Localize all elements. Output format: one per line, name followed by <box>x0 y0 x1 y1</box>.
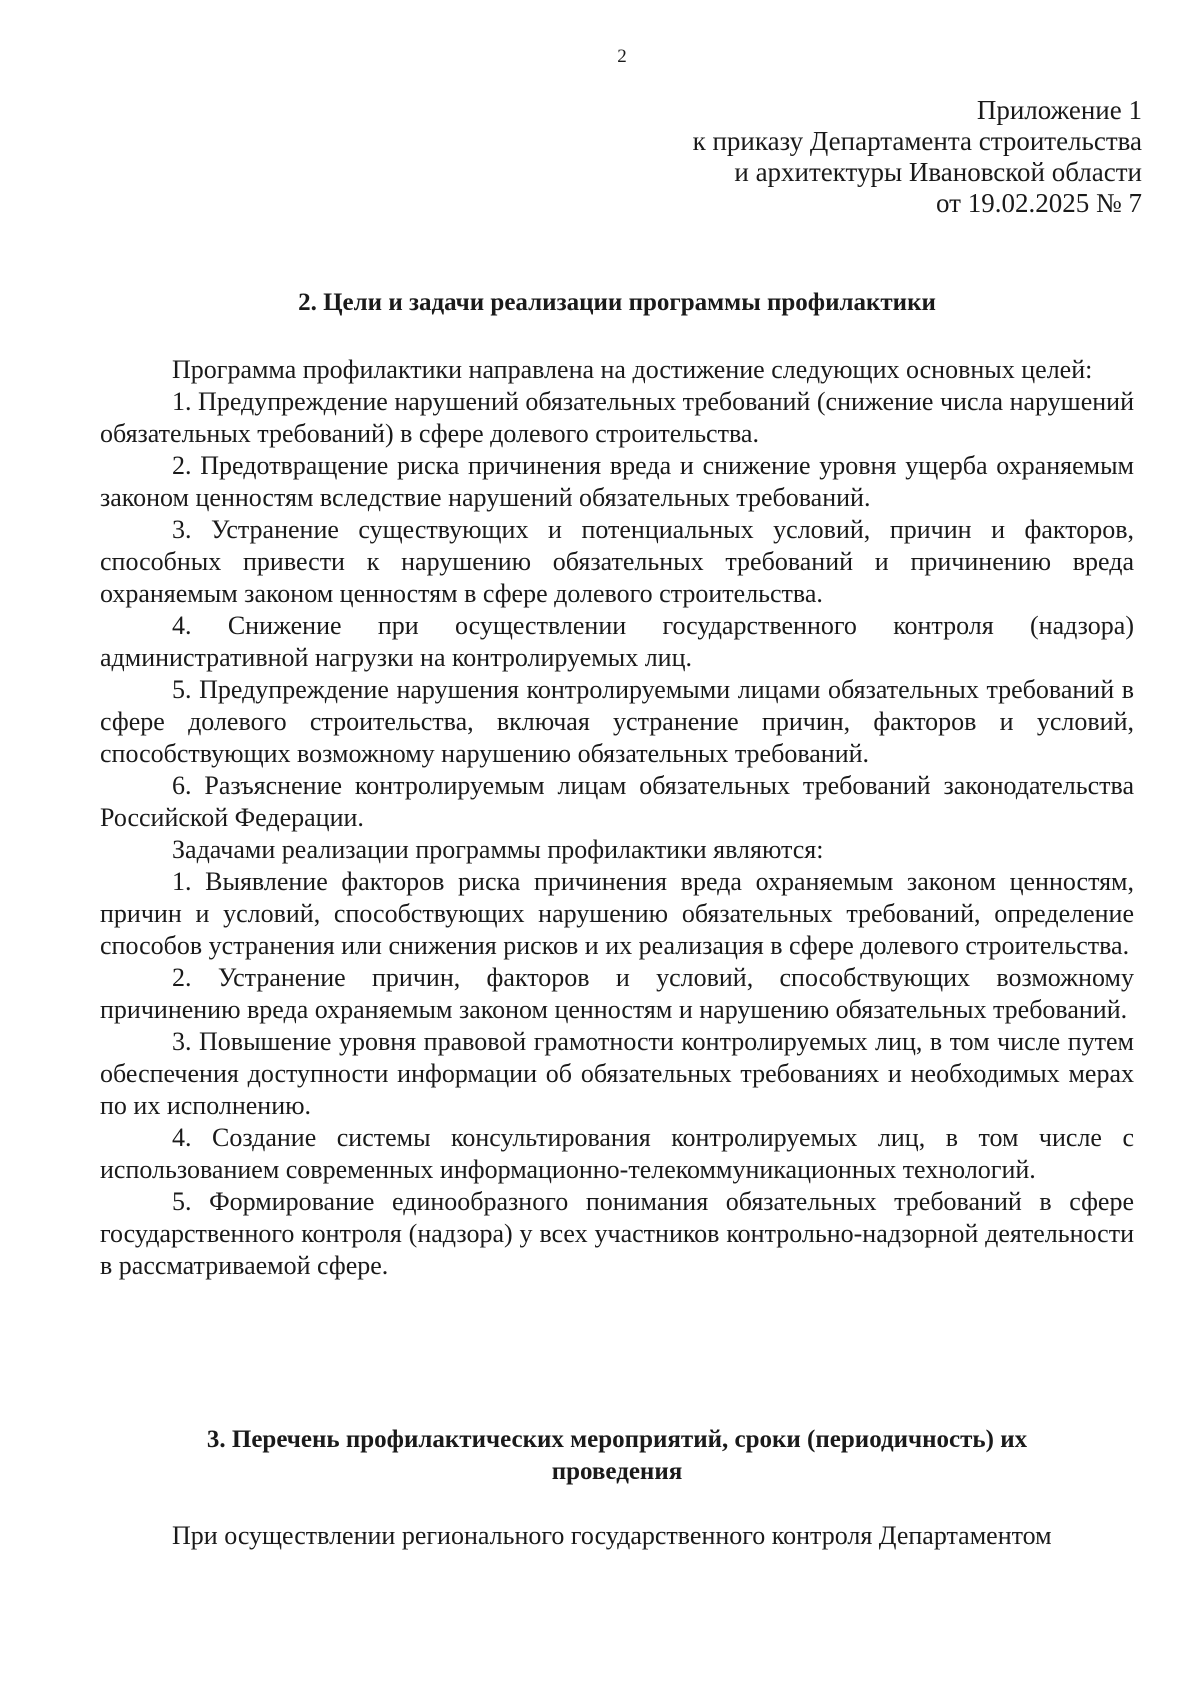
paragraph-goal-3: 3. Устранение существующих и потенциальных условий, причин и факторов, способных привести к нарушению обязательных требований и причинению вреда охраняемым законом ценностям в сфере долевого строительства. <box>100 515 1134 608</box>
paragraph-task-4: 4. Создание системы консультирования контролируемых лиц, в том числе с использованием современных информационно-телекоммуникационных технологий. <box>100 1123 1134 1184</box>
paragraph-goal-6: 6. Разъяснение контролируемым лицам обязательных требований законодательства Российской Федерации. <box>100 771 1134 832</box>
page-number: 2 <box>617 46 627 67</box>
section-3-heading <box>100 1424 1134 1488</box>
paragraph-goals-intro: Программа профилактики направлена на достижение следующих основных целей: <box>172 355 1093 384</box>
appendix-line-4: от 19.02.2025 № 7 <box>936 188 1142 218</box>
section-3-heading-line-2: проведения <box>551 1458 683 1485</box>
appendix-line-2: к приказу Департамента строительства <box>692 126 1142 156</box>
appendix-header <box>693 95 1142 219</box>
appendix-line-3: и архитектуры Ивановской области <box>734 157 1142 187</box>
paragraph-goal-4: 4. Снижение при осуществлении государственного контроля (надзора) административной нагрузки на контролируемых лиц. <box>100 611 1134 672</box>
paragraph-task-2: 2. Устранение причин, факторов и условий, способствующих возможному причинению вреда охраняемым законом ценностям и нарушению обязательных требований. <box>100 963 1134 1024</box>
section-2-heading: 2. Цели и задачи реализации программы профилактики <box>298 289 936 316</box>
paragraph-task-5: 5. Формирование единообразного понимания обязательных требований в сфере государственного контроля (надзора) у всех участников контрольно-надзорной деятельности в рассматриваемой сфере. <box>100 1187 1134 1280</box>
appendix-line-1: Приложение 1 <box>976 95 1142 125</box>
paragraph-task-3: 3. Повышение уровня правовой грамотности контролируемых лиц, в том числе путем обеспечения доступности информации об обязательных требованиях и необходимых мерах по их исполнению. <box>100 1027 1134 1120</box>
paragraph-goal-1: 1. Предупреждение нарушений обязательных требований (снижение числа нарушений обязательных требований) в сфере долевого строительства. <box>100 387 1134 448</box>
paragraph-goal-2: 2. Предотвращение риска причинения вреда и снижение уровня ущерба охраняемым законом ценностям вследствие нарушений обязательных требований. <box>100 451 1134 512</box>
paragraph-task-1: 1. Выявление факторов риска причинения вреда охраняемым законом ценностям, причин и условий, способствующих нарушению обязательных требований, определение способов устранения или снижения рисков и их реализация в сфере долевого строительства. <box>100 867 1134 960</box>
section-3-first-line: При осуществлении регионального государственного контроля Департаментом <box>172 1521 1052 1550</box>
paragraph-tasks-intro: Задачами реализации программы профилактики являются: <box>172 835 824 864</box>
section-3-heading-line-1: 3. Перечень профилактических мероприятий, сроки (периодичность) их <box>206 1426 1028 1453</box>
section-2-body <box>100 354 1134 1282</box>
paragraph-goal-5: 5. Предупреждение нарушения контролируемыми лицами обязательных требований в сфере долевого строительства, включая устранение причин, факторов и условий, способствующих возможному нарушению обязательных требований. <box>100 675 1134 768</box>
